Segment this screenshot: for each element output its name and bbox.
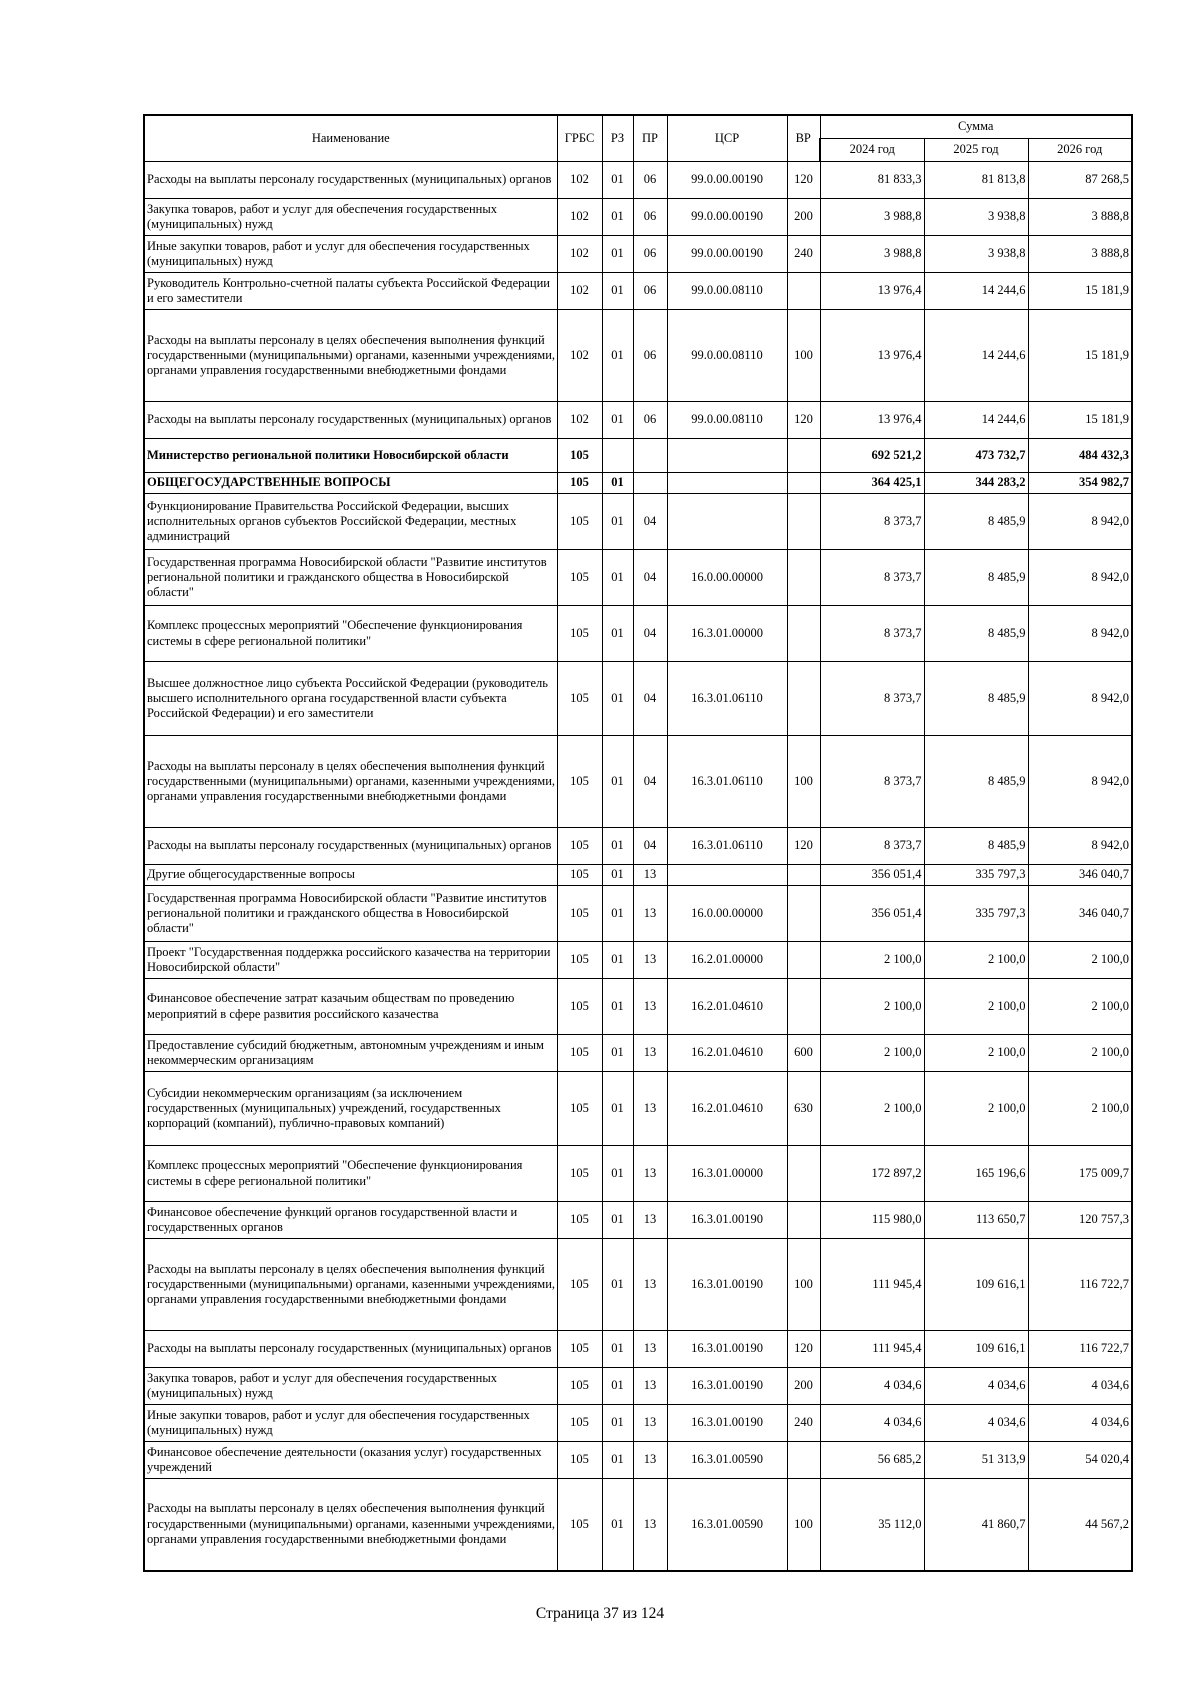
cell-rz: 01 [602, 1331, 633, 1368]
cell-rz: 01 [602, 1368, 633, 1405]
cell-name: Субсидии некоммерческим организациям (за исключением государственных (муниципальных) учреждений, государственных корпораций (компаний), публично-правовых компаний) [144, 1072, 557, 1146]
cell-rz: 01 [602, 1405, 633, 1442]
cell-2025: 14 244,6 [924, 273, 1028, 310]
table-row [144, 886, 1132, 942]
cell-csr: 16.0.00.00000 [667, 550, 787, 606]
cell-2024: 13 976,4 [820, 273, 924, 310]
cell-2024: 2 100,0 [820, 979, 924, 1035]
table-row [144, 606, 1132, 662]
cell-2026: 4 034,6 [1028, 1405, 1132, 1442]
cell-pr: 04 [633, 606, 667, 662]
cell-2025: 2 100,0 [924, 1072, 1028, 1146]
table-row [144, 162, 1132, 199]
cell-2026: 2 100,0 [1028, 1072, 1132, 1146]
cell-2026: 4 034,6 [1028, 1368, 1132, 1405]
cell-csr [667, 473, 787, 494]
cell-grbs: 105 [557, 1442, 602, 1479]
cell-vr: 200 [787, 1368, 820, 1405]
cell-pr: 04 [633, 494, 667, 550]
cell-name: Расходы на выплаты персоналу государственных (муниципальных) органов [144, 162, 557, 199]
cell-grbs: 105 [557, 828, 602, 865]
table-header [144, 115, 1132, 162]
cell-pr: 13 [633, 1035, 667, 1072]
cell-vr [787, 1146, 820, 1202]
cell-2026: 354 982,7 [1028, 473, 1132, 494]
cell-2025: 344 283,2 [924, 473, 1028, 494]
cell-rz: 01 [602, 199, 633, 236]
cell-pr: 13 [633, 1405, 667, 1442]
cell-grbs: 105 [557, 1239, 602, 1331]
cell-vr [787, 1202, 820, 1239]
col-header-rz: РЗ [602, 115, 633, 162]
cell-rz: 01 [602, 1035, 633, 1072]
cell-2026: 8 942,0 [1028, 662, 1132, 736]
cell-2024: 356 051,4 [820, 865, 924, 886]
cell-pr: 04 [633, 736, 667, 828]
table-row [144, 1146, 1132, 1202]
table-row [144, 199, 1132, 236]
cell-csr: 16.3.01.00590 [667, 1479, 787, 1571]
cell-grbs: 105 [557, 865, 602, 886]
cell-name: Функционирование Правительства Российской Федерации, высших исполнительных органов субъектов Российской Федерации, местных администраций [144, 494, 557, 550]
table-row [144, 1239, 1132, 1331]
cell-2026: 120 757,3 [1028, 1202, 1132, 1239]
cell-rz: 01 [602, 1442, 633, 1479]
cell-rz: 01 [602, 606, 633, 662]
cell-2025: 8 485,9 [924, 736, 1028, 828]
cell-2025: 335 797,3 [924, 886, 1028, 942]
cell-2024: 4 034,6 [820, 1405, 924, 1442]
cell-2026: 346 040,7 [1028, 865, 1132, 886]
cell-2025: 4 034,6 [924, 1368, 1028, 1405]
table-row [144, 1331, 1132, 1368]
cell-grbs: 105 [557, 439, 602, 473]
col-header-grbs: ГРБС [557, 115, 602, 162]
cell-2025: 14 244,6 [924, 402, 1028, 439]
cell-pr: 13 [633, 1479, 667, 1571]
cell-name: Иные закупки товаров, работ и услуг для обеспечения государственных (муниципальных) нужд [144, 1405, 557, 1442]
cell-2026: 8 942,0 [1028, 606, 1132, 662]
cell-csr [667, 494, 787, 550]
cell-csr: 99.0.00.08110 [667, 273, 787, 310]
cell-name: Комплекс процессных мероприятий "Обеспечение функционирования системы в сфере региональной политики" [144, 606, 557, 662]
cell-vr: 100 [787, 1479, 820, 1571]
cell-rz: 01 [602, 886, 633, 942]
cell-name: Закупка товаров, работ и услуг для обеспечения государственных (муниципальных) нужд [144, 1368, 557, 1405]
cell-vr: 120 [787, 828, 820, 865]
cell-2024: 81 833,3 [820, 162, 924, 199]
cell-rz: 01 [602, 1146, 633, 1202]
cell-name: Финансовое обеспечение деятельности (оказания услуг) государственных учреждений [144, 1442, 557, 1479]
cell-2026: 15 181,9 [1028, 273, 1132, 310]
cell-csr: 16.2.01.00000 [667, 942, 787, 979]
cell-rz: 01 [602, 402, 633, 439]
cell-vr: 100 [787, 736, 820, 828]
cell-pr [633, 439, 667, 473]
cell-grbs: 105 [557, 979, 602, 1035]
cell-2024: 364 425,1 [820, 473, 924, 494]
cell-2026: 2 100,0 [1028, 942, 1132, 979]
cell-csr: 16.3.01.00190 [667, 1368, 787, 1405]
cell-pr: 13 [633, 1442, 667, 1479]
table-row [144, 1072, 1132, 1146]
cell-grbs: 105 [557, 1479, 602, 1571]
cell-pr: 13 [633, 1072, 667, 1146]
cell-2026: 44 567,2 [1028, 1479, 1132, 1571]
cell-2024: 111 945,4 [820, 1331, 924, 1368]
col-header-2025: 2025 год [924, 139, 1028, 162]
cell-csr: 99.0.00.08110 [667, 310, 787, 402]
cell-2025: 3 938,8 [924, 236, 1028, 273]
cell-2025: 165 196,6 [924, 1146, 1028, 1202]
cell-2024: 8 373,7 [820, 828, 924, 865]
cell-rz: 01 [602, 979, 633, 1035]
table-row [144, 865, 1132, 886]
table-row [144, 736, 1132, 828]
cell-2024: 56 685,2 [820, 1442, 924, 1479]
cell-2024: 8 373,7 [820, 736, 924, 828]
cell-grbs: 105 [557, 550, 602, 606]
cell-vr: 240 [787, 1405, 820, 1442]
cell-csr: 99.0.00.00190 [667, 162, 787, 199]
cell-2025: 8 485,9 [924, 494, 1028, 550]
cell-2026: 15 181,9 [1028, 402, 1132, 439]
cell-grbs: 105 [557, 942, 602, 979]
table-row [144, 662, 1132, 736]
cell-2025: 8 485,9 [924, 550, 1028, 606]
cell-2025: 2 100,0 [924, 979, 1028, 1035]
cell-2025: 2 100,0 [924, 1035, 1028, 1072]
cell-csr: 16.3.01.06110 [667, 736, 787, 828]
col-header-vr: ВР [787, 115, 820, 162]
cell-2024: 35 112,0 [820, 1479, 924, 1571]
cell-pr: 13 [633, 865, 667, 886]
cell-grbs: 105 [557, 886, 602, 942]
cell-grbs: 105 [557, 1368, 602, 1405]
cell-csr: 99.0.00.08110 [667, 402, 787, 439]
table-row [144, 942, 1132, 979]
cell-name: Предоставление субсидий бюджетным, автономным учреждениям и иным некоммерческим организациям [144, 1035, 557, 1072]
cell-vr: 630 [787, 1072, 820, 1146]
cell-name: Расходы на выплаты персоналу государственных (муниципальных) органов [144, 402, 557, 439]
col-header-2026: 2026 год [1028, 139, 1132, 162]
cell-rz: 01 [602, 942, 633, 979]
table-row [144, 550, 1132, 606]
cell-name: Государственная программа Новосибирской области "Развитие институтов региональной политики и гражданского общества в Новосибирской области" [144, 550, 557, 606]
cell-pr: 13 [633, 942, 667, 979]
cell-2025: 2 100,0 [924, 942, 1028, 979]
cell-rz: 01 [602, 494, 633, 550]
cell-rz: 01 [602, 662, 633, 736]
cell-pr: 06 [633, 402, 667, 439]
table-row [144, 828, 1132, 865]
cell-vr: 240 [787, 236, 820, 273]
cell-2025: 51 313,9 [924, 1442, 1028, 1479]
cell-2024: 8 373,7 [820, 494, 924, 550]
cell-2025: 8 485,9 [924, 828, 1028, 865]
cell-pr: 06 [633, 162, 667, 199]
cell-2024: 8 373,7 [820, 662, 924, 736]
cell-2025: 8 485,9 [924, 662, 1028, 736]
cell-csr: 16.3.01.00190 [667, 1405, 787, 1442]
cell-grbs: 102 [557, 402, 602, 439]
cell-rz: 01 [602, 736, 633, 828]
cell-2024: 2 100,0 [820, 942, 924, 979]
table-row [144, 402, 1132, 439]
cell-2025: 41 860,7 [924, 1479, 1028, 1571]
cell-grbs: 105 [557, 1405, 602, 1442]
cell-2024: 2 100,0 [820, 1072, 924, 1146]
cell-vr: 200 [787, 199, 820, 236]
cell-name: Расходы на выплаты персоналу в целях обеспечения выполнения функций государственными (муниципальными) органами, казенными учреждениями, органами управления государственными внебюджетными фондами [144, 310, 557, 402]
cell-rz: 01 [602, 310, 633, 402]
cell-csr: 16.3.01.06110 [667, 828, 787, 865]
cell-2025: 14 244,6 [924, 310, 1028, 402]
cell-rz [602, 439, 633, 473]
table-row [144, 1405, 1132, 1442]
table-row [144, 1202, 1132, 1239]
cell-2026: 2 100,0 [1028, 1035, 1132, 1072]
cell-pr: 04 [633, 550, 667, 606]
cell-2025: 3 938,8 [924, 199, 1028, 236]
cell-grbs: 102 [557, 162, 602, 199]
cell-name: Расходы на выплаты персоналу в целях обеспечения выполнения функций государственными (муниципальными) органами, казенными учреждениями, органами управления государственными внебюджетными фондами [144, 1479, 557, 1571]
cell-name: Проект "Государственная поддержка российского казачества на территории Новосибирской области" [144, 942, 557, 979]
table-row [144, 1035, 1132, 1072]
cell-csr [667, 439, 787, 473]
cell-vr: 120 [787, 162, 820, 199]
cell-pr: 13 [633, 886, 667, 942]
cell-2024: 3 988,8 [820, 236, 924, 273]
cell-vr [787, 886, 820, 942]
cell-rz: 01 [602, 1202, 633, 1239]
cell-2024: 13 976,4 [820, 310, 924, 402]
cell-vr [787, 273, 820, 310]
cell-pr [633, 473, 667, 494]
table-row [144, 1442, 1132, 1479]
cell-grbs: 105 [557, 1331, 602, 1368]
cell-name: Руководитель Контрольно-счетной палаты субъекта Российской Федерации и его заместители [144, 273, 557, 310]
table-row [144, 979, 1132, 1035]
cell-rz: 01 [602, 273, 633, 310]
cell-vr [787, 439, 820, 473]
cell-name: Высшее должностное лицо субъекта Российской Федерации (руководитель высшего исполнительного органа государственной власти субъекта Российской Федерации) и его заместители [144, 662, 557, 736]
cell-2025: 81 813,8 [924, 162, 1028, 199]
cell-2024: 692 521,2 [820, 439, 924, 473]
cell-vr: 100 [787, 310, 820, 402]
cell-2024: 2 100,0 [820, 1035, 924, 1072]
cell-grbs: 102 [557, 199, 602, 236]
cell-grbs: 105 [557, 606, 602, 662]
col-header-name: Наименование [144, 115, 557, 162]
cell-csr: 16.3.01.00000 [667, 1146, 787, 1202]
cell-rz: 01 [602, 1239, 633, 1331]
cell-2024: 3 988,8 [820, 199, 924, 236]
cell-2026: 15 181,9 [1028, 310, 1132, 402]
cell-csr: 16.3.01.06110 [667, 662, 787, 736]
cell-vr [787, 942, 820, 979]
cell-csr: 16.2.01.04610 [667, 979, 787, 1035]
cell-2026: 484 432,3 [1028, 439, 1132, 473]
cell-name: Расходы на выплаты персоналу в целях обеспечения выполнения функций государственными (муниципальными) органами, казенными учреждениями, органами управления государственными внебюджетными фондами [144, 1239, 557, 1331]
cell-2026: 3 888,8 [1028, 199, 1132, 236]
table-row [144, 439, 1132, 473]
cell-vr [787, 550, 820, 606]
cell-vr [787, 606, 820, 662]
cell-2026: 2 100,0 [1028, 979, 1132, 1035]
cell-csr: 16.3.01.00190 [667, 1202, 787, 1239]
cell-2024: 115 980,0 [820, 1202, 924, 1239]
cell-pr: 13 [633, 1202, 667, 1239]
cell-grbs: 105 [557, 1072, 602, 1146]
cell-2026: 87 268,5 [1028, 162, 1132, 199]
cell-name: Расходы на выплаты персоналу государственных (муниципальных) органов [144, 1331, 557, 1368]
table-body [144, 162, 1132, 1571]
cell-rz: 01 [602, 1072, 633, 1146]
col-header-2024: 2024 год [820, 139, 924, 162]
cell-rz: 01 [602, 865, 633, 886]
table-row [144, 1368, 1132, 1405]
table-row [144, 1479, 1132, 1571]
cell-pr: 13 [633, 1368, 667, 1405]
cell-2025: 109 616,1 [924, 1331, 1028, 1368]
cell-grbs: 105 [557, 1035, 602, 1072]
cell-name: Государственная программа Новосибирской области "Развитие институтов региональной политики и гражданского общества в Новосибирской области" [144, 886, 557, 942]
cell-csr: 16.0.00.00000 [667, 886, 787, 942]
table-row [144, 236, 1132, 273]
col-header-pr: ПР [633, 115, 667, 162]
cell-rz: 01 [602, 162, 633, 199]
cell-rz: 01 [602, 1479, 633, 1571]
cell-name: Иные закупки товаров, работ и услуг для обеспечения государственных (муниципальных) нужд [144, 236, 557, 273]
cell-vr: 100 [787, 1239, 820, 1331]
cell-2025: 335 797,3 [924, 865, 1028, 886]
cell-2026: 8 942,0 [1028, 494, 1132, 550]
table-row [144, 473, 1132, 494]
cell-pr: 06 [633, 310, 667, 402]
page-number: Страница 37 из 124 [535, 1605, 665, 1622]
cell-pr: 04 [633, 662, 667, 736]
cell-vr: 600 [787, 1035, 820, 1072]
cell-rz: 01 [602, 828, 633, 865]
cell-2024: 111 945,4 [820, 1239, 924, 1331]
cell-name: ОБЩЕГОСУДАРСТВЕННЫЕ ВОПРОСЫ [144, 473, 557, 494]
cell-pr: 13 [633, 1146, 667, 1202]
cell-2026: 175 009,7 [1028, 1146, 1132, 1202]
cell-name: Финансовое обеспечение функций органов государственной власти и государственных органов [144, 1202, 557, 1239]
cell-csr: 16.3.01.00190 [667, 1239, 787, 1331]
cell-name: Расходы на выплаты персоналу в целях обеспечения выполнения функций государственными (муниципальными) органами, казенными учреждениями, органами управления государственными внебюджетными фондами [144, 736, 557, 828]
table-row [144, 494, 1132, 550]
cell-pr: 13 [633, 979, 667, 1035]
cell-vr: 120 [787, 402, 820, 439]
cell-grbs: 105 [557, 473, 602, 494]
cell-grbs: 105 [557, 1146, 602, 1202]
cell-name: Другие общегосударственные вопросы [144, 865, 557, 886]
cell-pr: 06 [633, 199, 667, 236]
cell-pr: 06 [633, 236, 667, 273]
cell-vr [787, 865, 820, 886]
cell-2026: 3 888,8 [1028, 236, 1132, 273]
cell-rz: 01 [602, 550, 633, 606]
cell-vr [787, 473, 820, 494]
cell-csr [667, 865, 787, 886]
cell-csr: 16.3.01.00590 [667, 1442, 787, 1479]
cell-csr: 16.2.01.04610 [667, 1072, 787, 1146]
cell-2026: 116 722,7 [1028, 1239, 1132, 1331]
cell-name: Комплекс процессных мероприятий "Обеспечение функционирования системы в сфере региональной политики" [144, 1146, 557, 1202]
cell-pr: 06 [633, 273, 667, 310]
table-row [144, 310, 1132, 402]
cell-2025: 109 616,1 [924, 1239, 1028, 1331]
cell-2026: 8 942,0 [1028, 828, 1132, 865]
cell-vr: 120 [787, 1331, 820, 1368]
cell-pr: 13 [633, 1239, 667, 1331]
cell-2026: 54 020,4 [1028, 1442, 1132, 1479]
cell-grbs: 102 [557, 236, 602, 273]
cell-rz: 01 [602, 473, 633, 494]
cell-name: Расходы на выплаты персоналу государственных (муниципальных) органов [144, 828, 557, 865]
cell-grbs: 105 [557, 662, 602, 736]
cell-csr: 16.3.01.00000 [667, 606, 787, 662]
cell-2024: 172 897,2 [820, 1146, 924, 1202]
cell-2026: 116 722,7 [1028, 1331, 1132, 1368]
cell-grbs: 102 [557, 273, 602, 310]
budget-table [143, 114, 1133, 1572]
cell-vr [787, 662, 820, 736]
cell-name: Закупка товаров, работ и услуг для обеспечения государственных (муниципальных) нужд [144, 199, 557, 236]
cell-2026: 8 942,0 [1028, 736, 1132, 828]
cell-2024: 356 051,4 [820, 886, 924, 942]
cell-rz: 01 [602, 236, 633, 273]
cell-2026: 346 040,7 [1028, 886, 1132, 942]
col-header-csr: ЦСР [667, 115, 787, 162]
cell-name: Министерство региональной политики Новосибирской области [144, 439, 557, 473]
cell-grbs: 105 [557, 736, 602, 828]
cell-vr [787, 494, 820, 550]
cell-pr: 04 [633, 828, 667, 865]
cell-grbs: 105 [557, 494, 602, 550]
cell-pr: 13 [633, 1331, 667, 1368]
cell-2025: 473 732,7 [924, 439, 1028, 473]
table-row [144, 273, 1132, 310]
cell-2024: 8 373,7 [820, 606, 924, 662]
cell-csr: 99.0.00.00190 [667, 199, 787, 236]
cell-2024: 13 976,4 [820, 402, 924, 439]
cell-csr: 16.2.01.04610 [667, 1035, 787, 1072]
cell-csr: 16.3.01.00190 [667, 1331, 787, 1368]
cell-2025: 8 485,9 [924, 606, 1028, 662]
cell-csr: 99.0.00.00190 [667, 236, 787, 273]
cell-2025: 113 650,7 [924, 1202, 1028, 1239]
cell-grbs: 102 [557, 310, 602, 402]
cell-name: Финансовое обеспечение затрат казачьим обществам по проведению мероприятий в сфере развития российского казачества [144, 979, 557, 1035]
cell-2025: 4 034,6 [924, 1405, 1028, 1442]
cell-vr [787, 1442, 820, 1479]
cell-2024: 4 034,6 [820, 1368, 924, 1405]
cell-2026: 8 942,0 [1028, 550, 1132, 606]
cell-vr [787, 979, 820, 1035]
cell-2024: 8 373,7 [820, 550, 924, 606]
col-header-sum: Сумма [820, 115, 1132, 139]
cell-grbs: 105 [557, 1202, 602, 1239]
